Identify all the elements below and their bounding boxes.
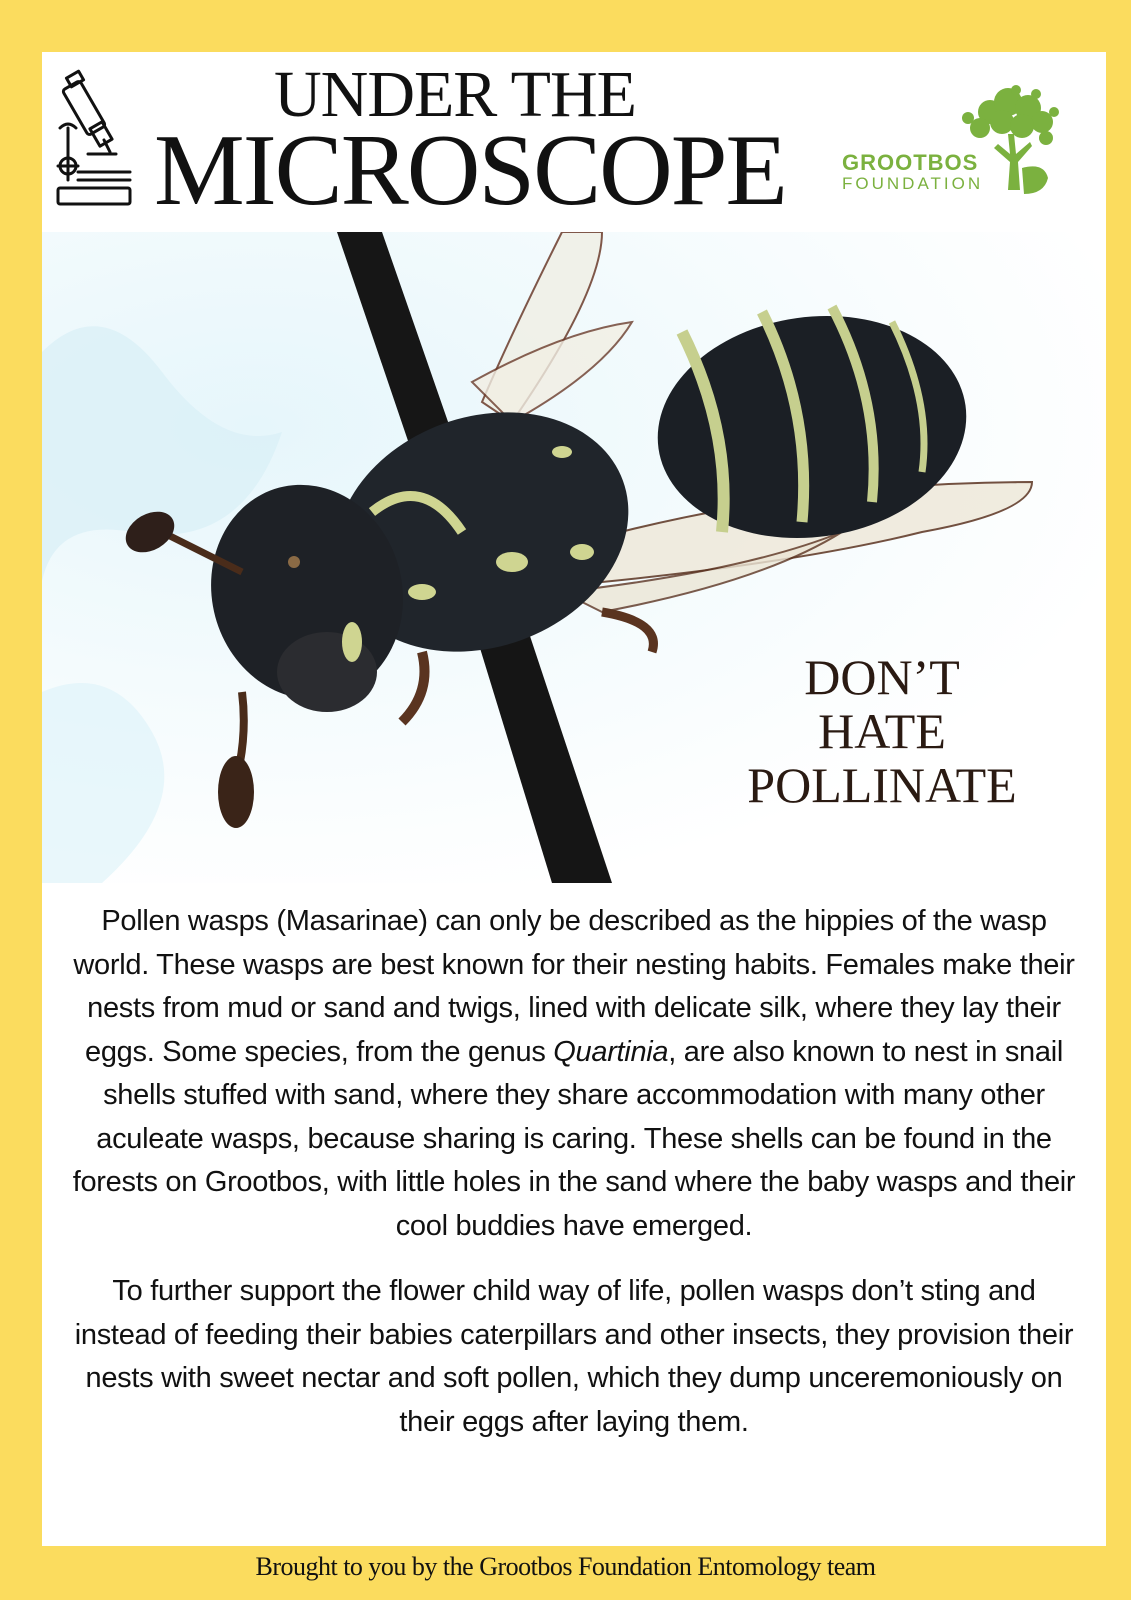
grootbos-tree-logo [950, 82, 1070, 202]
logo-name: GROOTBOS [842, 150, 979, 175]
header [42, 52, 1106, 230]
title-line-1: UNDER THE [274, 58, 636, 131]
tagline [732, 650, 1032, 812]
genus-name: Quartinia [553, 1035, 669, 1068]
footer-credit: Brought to you by the Grootbos Foundation Entomology team [255, 1552, 876, 1581]
logo-sub: FOUNDATION [842, 174, 984, 193]
title-line-2: MICROSCOPE [154, 114, 786, 227]
poster-card [42, 52, 1106, 1546]
paragraph-1 [66, 900, 1082, 1248]
paragraph-2: To further support the flower child way of life, pollen wasps don’t sting and instead of feeding their babies caterpillars and other insects, they provision their nests with sweet nectar and soft pollen, which they dump unceremoniously on their eggs after laying them. [74, 1275, 1074, 1438]
article-body [66, 900, 1082, 1466]
paragraph-1-part: Pollen wasps (Masarinae) can only be described as the hippies of the wasp world. These wasps are best known for their nesting habits. Females make their nests from mud or sand and twigs, lined with delicate silk, where they lay their eggs. Some species, from the genus [73, 905, 1075, 1068]
tagline-line: POLLINATE [747, 757, 1017, 813]
microscope-icon [54, 68, 134, 208]
tagline-line: HATE [818, 703, 946, 759]
tagline-line: DON’T [804, 649, 960, 705]
wasp-photo [42, 232, 1106, 883]
paragraph-1-part: , are also known to nest in snail shells stuffed with sand, where they share accommodation with many other aculeate wasps, because sharing is caring. These shells can be found in the forests on Grootbos, with little holes in the sand where the baby wasps and their cool buddies have emerged. [72, 1035, 1076, 1242]
